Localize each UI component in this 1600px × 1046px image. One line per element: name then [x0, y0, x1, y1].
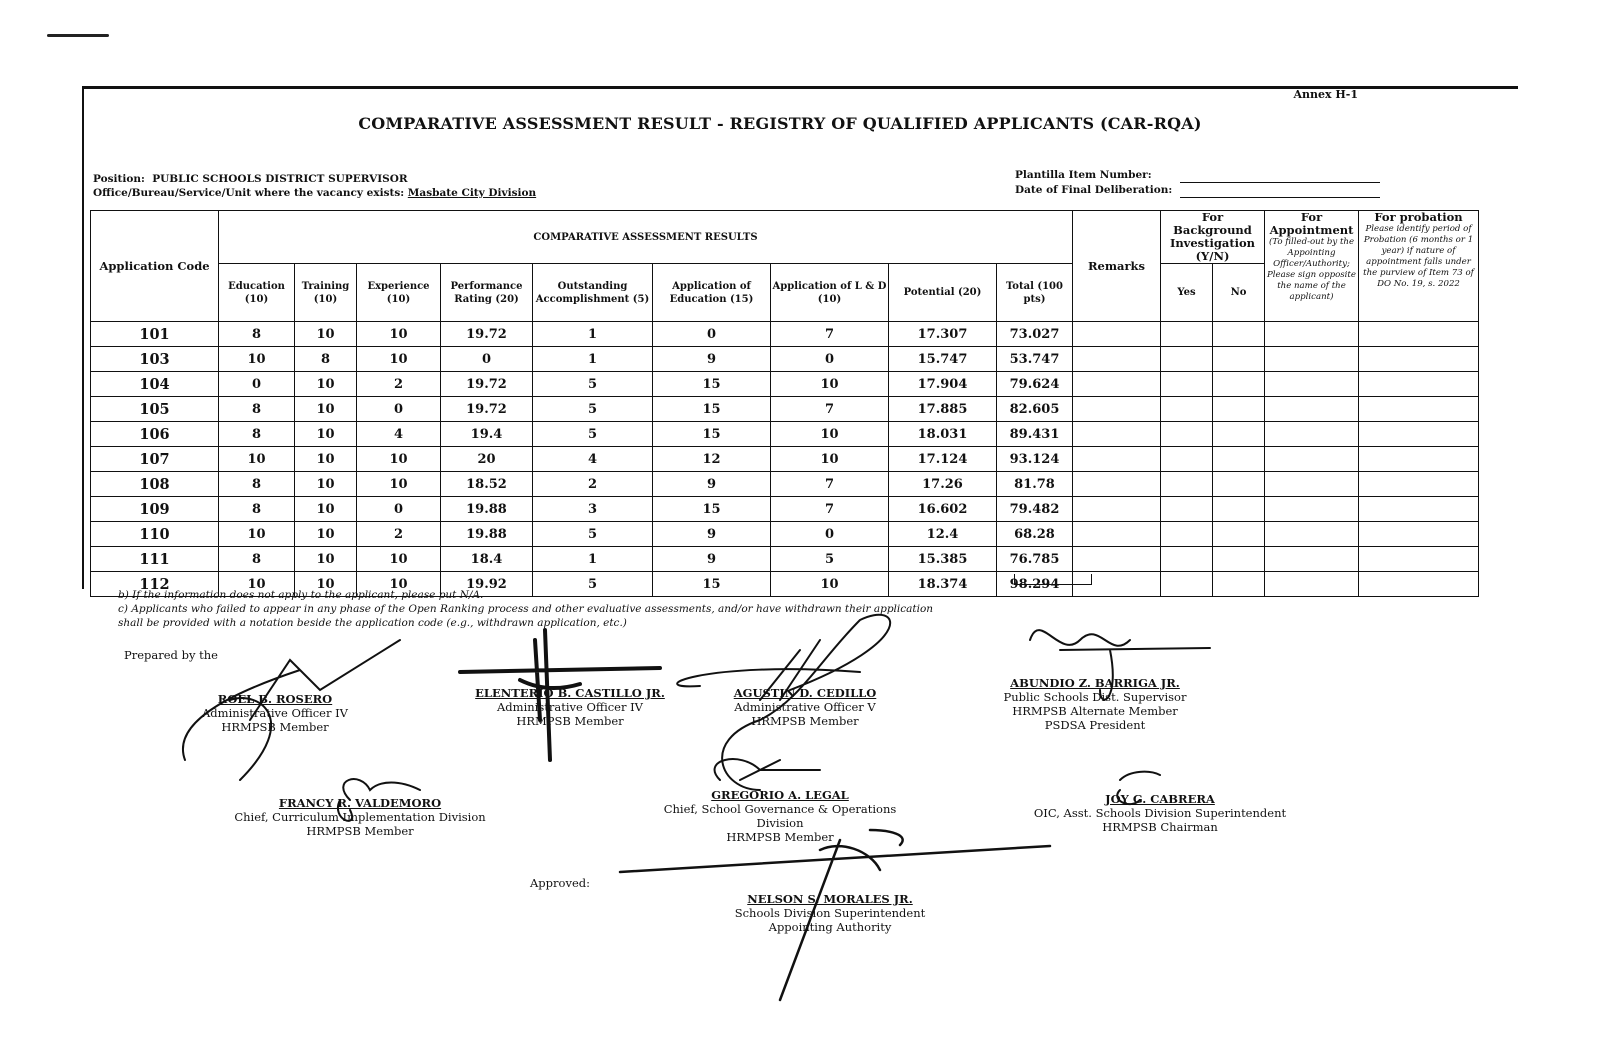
cell-education: 8: [219, 547, 295, 572]
cell-bi-no[interactable]: [1213, 397, 1265, 422]
table-row: [91, 322, 1479, 347]
signatory-name: FRANCY R. VALDEMORO: [278, 796, 442, 810]
signatory-name: AGUSTIN D. CEDILLO: [733, 686, 877, 700]
cell-probation[interactable]: [1359, 397, 1479, 422]
total-extra-cell: [1014, 574, 1092, 585]
signatory-name: ELENTERIO B. CASTILLO JR.: [475, 686, 665, 700]
cell-training: 10: [295, 322, 357, 347]
cell-education: 8: [219, 472, 295, 497]
cell-code: 103: [91, 347, 219, 372]
table-row: [91, 397, 1479, 422]
cell-bi-no[interactable]: [1213, 447, 1265, 472]
cell-bi-yes[interactable]: [1161, 397, 1213, 422]
scan-mark: [47, 34, 109, 37]
cell-total: 81.78: [997, 472, 1073, 497]
signatory-name: GREGORIO A. LEGAL: [711, 788, 849, 802]
probation-title: For probation: [1374, 210, 1463, 224]
prepared-by-label: Prepared by the: [124, 648, 218, 662]
header-car-group: COMPARATIVE ASSESSMENT RESULTS: [219, 211, 1073, 264]
cell-potential: 16.602: [889, 497, 997, 522]
cell-outstanding: 1: [533, 547, 653, 572]
cell-appointment[interactable]: [1265, 497, 1359, 522]
cell-app-ld: 7: [771, 497, 889, 522]
cell-experience: 0: [357, 497, 441, 522]
cell-probation[interactable]: [1359, 547, 1479, 572]
cell-education: 8: [219, 322, 295, 347]
cell-appointment[interactable]: [1265, 422, 1359, 447]
header-experience: Experience (10): [357, 264, 441, 322]
cell-probation[interactable]: [1359, 422, 1479, 447]
signatory-role: HRMPSB Member: [221, 720, 329, 734]
cell-code: 101: [91, 322, 219, 347]
cell-education: 10: [219, 347, 295, 372]
cell-experience: 10: [357, 572, 441, 597]
signatory-rosero: [175, 692, 375, 734]
signatory-role: Appointing Authority: [768, 920, 892, 934]
signatory-cedillo: [705, 686, 905, 728]
table-row: [91, 497, 1479, 522]
cell-bi-yes[interactable]: [1161, 322, 1213, 347]
cell-education: 8: [219, 497, 295, 522]
cell-total: 79.624: [997, 372, 1073, 397]
signatory-role: Division: [756, 816, 804, 830]
signatory-name: ABUNDIO Z. BARRIGA JR.: [1010, 676, 1180, 690]
note-c2: shall be provided with a notation beside the application code (e.g., withdrawn application, etc.): [118, 617, 627, 629]
cell-bi-no[interactable]: [1213, 572, 1265, 597]
cell-app-education: 9: [653, 347, 771, 372]
cell-probation[interactable]: [1359, 497, 1479, 522]
cell-potential: 15.385: [889, 547, 997, 572]
signatory-role: Chief, Curriculum Implementation Division: [234, 810, 486, 824]
plantilla-label: Plantilla Item Number:: [1015, 169, 1152, 181]
signatory-role: Public Schools Dist. Supervisor: [1003, 690, 1187, 704]
cell-bi-yes[interactable]: [1161, 522, 1213, 547]
cell-performance: 19.72: [441, 397, 533, 422]
cell-experience: 10: [357, 547, 441, 572]
cell-probation[interactable]: [1359, 347, 1479, 372]
header-remarks: Remarks: [1073, 211, 1161, 322]
cell-code: 107: [91, 447, 219, 472]
note-c1: c) Applicants who failed to appear in any phase of the Open Ranking process and other evaluative assessments, and/or have withdrawn their application: [118, 603, 934, 615]
cell-experience: 10: [357, 472, 441, 497]
cell-app-ld: 0: [771, 522, 889, 547]
cell-total: 73.027: [997, 322, 1073, 347]
signatory-role: Administrative Officer IV: [497, 700, 643, 714]
cell-potential: 17.904: [889, 372, 997, 397]
header-background-investigation: For Background Investigation (Y/N): [1161, 211, 1265, 264]
header-education: Education (10): [219, 264, 295, 322]
cell-appointment[interactable]: [1265, 447, 1359, 472]
cell-experience: 4: [357, 422, 441, 447]
signatory-role: Administrative Officer IV: [202, 706, 348, 720]
cell-experience: 2: [357, 372, 441, 397]
cell-remarks[interactable]: [1073, 547, 1161, 572]
deliberation-field[interactable]: [1180, 185, 1380, 198]
signatory-role: HRMPSB Chairman: [1102, 820, 1218, 834]
table-row: [91, 347, 1479, 372]
cell-app-ld: 10: [771, 372, 889, 397]
cell-training: 10: [295, 372, 357, 397]
cell-remarks[interactable]: [1073, 347, 1161, 372]
signatory-cabrera: [1010, 792, 1310, 834]
header-performance: Performance Rating (20): [441, 264, 533, 322]
cell-remarks[interactable]: [1073, 322, 1161, 347]
office-value: Masbate City Division: [407, 187, 537, 199]
cell-total: 79.482: [997, 497, 1073, 522]
cell-performance: 19.72: [441, 322, 533, 347]
cell-remarks[interactable]: [1073, 447, 1161, 472]
signatory-name: ROEL B. ROSERO: [217, 692, 333, 706]
header-application-code: Application Code: [91, 211, 219, 322]
probation-note: Please identify period of Probation (6 months or 1 year) if nature of appointment falls under the purview of Item 73 of DO No. 19, s. 2022: [1363, 224, 1474, 289]
cell-performance: 0: [441, 347, 533, 372]
cell-app-education: 15: [653, 397, 771, 422]
signatory-name: NELSON S. MORALES JR.: [747, 892, 913, 906]
signatory-castillo: [450, 686, 690, 728]
document-title: COMPARATIVE ASSESSMENT RESULT - REGISTRY OF QUALIFIED APPLICANTS (CAR-RQA): [358, 114, 1202, 133]
cell-performance: 18.4: [441, 547, 533, 572]
cell-training: 10: [295, 547, 357, 572]
cell-appointment[interactable]: [1265, 522, 1359, 547]
cell-outstanding: 5: [533, 372, 653, 397]
header-app-education: Application of Education (15): [653, 264, 771, 322]
cell-bi-no[interactable]: [1213, 372, 1265, 397]
cell-education: 8: [219, 397, 295, 422]
cell-code: 110: [91, 522, 219, 547]
cell-training: 10: [295, 522, 357, 547]
cell-app-education: 15: [653, 372, 771, 397]
cell-performance: 19.72: [441, 372, 533, 397]
cell-probation[interactable]: [1359, 572, 1479, 597]
cell-outstanding: 2: [533, 472, 653, 497]
cell-education: 8: [219, 422, 295, 447]
cell-remarks[interactable]: [1073, 397, 1161, 422]
cell-code: 105: [91, 397, 219, 422]
signatory-barriga: [980, 676, 1210, 732]
cell-code: 108: [91, 472, 219, 497]
cell-training: 10: [295, 397, 357, 422]
signatory-role: PSDSA President: [1044, 718, 1146, 732]
signatory-role: HRMPSB Member: [726, 830, 834, 844]
cell-total: 93.124: [997, 447, 1073, 472]
table-row: [91, 422, 1479, 447]
cell-potential: 12.4: [889, 522, 997, 547]
cell-education: 10: [219, 447, 295, 472]
cell-appointment[interactable]: [1265, 572, 1359, 597]
note-b: b) If the information does not apply to the applicant, please put N/A.: [118, 589, 484, 601]
position-label: Position:: [93, 173, 145, 185]
header-outstanding: Outstanding Accomplishment (5): [533, 264, 653, 322]
header-bi-no: No: [1213, 264, 1265, 322]
cell-outstanding: 4: [533, 447, 653, 472]
cell-outstanding: 1: [533, 322, 653, 347]
cell-bi-yes[interactable]: [1161, 497, 1213, 522]
cell-performance: 19.92: [441, 572, 533, 597]
cell-performance: 20: [441, 447, 533, 472]
signature-legal-icon: [715, 759, 820, 780]
signatory-role: HRMPSB Member: [306, 824, 414, 838]
cell-code: 104: [91, 372, 219, 397]
cell-code: 109: [91, 497, 219, 522]
cell-bi-yes[interactable]: [1161, 372, 1213, 397]
cell-app-education: 9: [653, 472, 771, 497]
cell-appointment[interactable]: [1265, 322, 1359, 347]
plantilla-field[interactable]: [1180, 170, 1380, 183]
cell-performance: 19.88: [441, 522, 533, 547]
signatory-role: HRMPSB Alternate Member: [1012, 704, 1178, 718]
cell-app-ld: 10: [771, 422, 889, 447]
cell-potential: 17.124: [889, 447, 997, 472]
cell-appointment[interactable]: [1265, 547, 1359, 572]
cell-training: 10: [295, 447, 357, 472]
cell-app-ld: 0: [771, 347, 889, 372]
cell-outstanding: 5: [533, 397, 653, 422]
cell-app-ld: 7: [771, 397, 889, 422]
cell-performance: 19.88: [441, 497, 533, 522]
cell-app-education: 9: [653, 522, 771, 547]
cell-outstanding: 3: [533, 497, 653, 522]
appointment-title: For Appointment: [1269, 210, 1354, 237]
cell-appointment[interactable]: [1265, 347, 1359, 372]
cell-app-ld: 10: [771, 572, 889, 597]
cell-probation[interactable]: [1359, 322, 1479, 347]
cell-app-ld: 7: [771, 472, 889, 497]
cell-appointment[interactable]: [1265, 472, 1359, 497]
cell-outstanding: 5: [533, 522, 653, 547]
deliberation-label: Date of Final Deliberation:: [1015, 184, 1173, 196]
signatory-legal: [650, 788, 910, 844]
cell-code: 111: [91, 547, 219, 572]
cell-probation[interactable]: [1359, 472, 1479, 497]
cell-bi-yes[interactable]: [1161, 472, 1213, 497]
cell-total: 68.28: [997, 522, 1073, 547]
cell-bi-no[interactable]: [1213, 347, 1265, 372]
cell-code: 112: [91, 572, 219, 597]
cell-total: 89.431: [997, 422, 1073, 447]
cell-app-ld: 7: [771, 322, 889, 347]
appointment-note: (To filled-out by the Appointing Officer/Authority; Please sign opposite the name of the applicant): [1267, 237, 1356, 302]
cell-app-ld: 5: [771, 547, 889, 572]
cell-potential: 18.374: [889, 572, 997, 597]
cell-education: 0: [219, 372, 295, 397]
cell-potential: 17.26: [889, 472, 997, 497]
cell-training: 10: [295, 422, 357, 447]
cell-potential: 18.031: [889, 422, 997, 447]
cell-experience: 2: [357, 522, 441, 547]
cell-remarks[interactable]: [1073, 422, 1161, 447]
header-potential: Potential (20): [889, 264, 997, 322]
cell-remarks[interactable]: [1073, 497, 1161, 522]
cell-training: 10: [295, 472, 357, 497]
cell-bi-no[interactable]: [1213, 422, 1265, 447]
cell-potential: 15.747: [889, 347, 997, 372]
cell-experience: 10: [357, 447, 441, 472]
position-value: PUBLIC SCHOOLS DISTRICT SUPERVISOR: [152, 173, 408, 185]
annex-label: Annex H-1: [1293, 88, 1358, 101]
car-rqa-table: [90, 210, 1479, 597]
cell-remarks[interactable]: [1073, 372, 1161, 397]
header-appointment: [1265, 211, 1359, 322]
cell-probation[interactable]: [1359, 372, 1479, 397]
header-bi-yes: Yes: [1161, 264, 1213, 322]
cell-bi-no[interactable]: [1213, 472, 1265, 497]
cell-app-education: 9: [653, 547, 771, 572]
cell-outstanding: 5: [533, 572, 653, 597]
cell-app-ld: 10: [771, 447, 889, 472]
signatory-role: Administrative Officer V: [734, 700, 876, 714]
signatory-role: HRMPSB Member: [516, 714, 624, 728]
table-row: [91, 547, 1479, 572]
header-probation: [1359, 211, 1479, 322]
cell-code: 106: [91, 422, 219, 447]
footnotes: [118, 588, 933, 630]
header-total: Total (100 pts): [997, 264, 1073, 322]
cell-app-education: 15: [653, 572, 771, 597]
cell-probation[interactable]: [1359, 522, 1479, 547]
cell-bi-yes[interactable]: [1161, 422, 1213, 447]
position-info: [93, 172, 536, 200]
cell-remarks[interactable]: [1073, 472, 1161, 497]
signatory-role: Schools Division Superintendent: [734, 906, 926, 920]
signatory-name: JOY G. CABRERA: [1105, 792, 1215, 806]
signatory-role: OIC, Asst. Schools Division Superintendent: [1033, 806, 1287, 820]
plantilla-info: [1015, 168, 1380, 198]
signatory-valdemoro: [210, 796, 510, 838]
cell-app-education: 15: [653, 497, 771, 522]
cell-potential: 17.307: [889, 322, 997, 347]
cell-app-education: 0: [653, 322, 771, 347]
table-row: [91, 522, 1479, 547]
cell-performance: 19.4: [441, 422, 533, 447]
cell-total: 82.605: [997, 397, 1073, 422]
table-row: [91, 447, 1479, 472]
cell-training: 10: [295, 497, 357, 522]
cell-training: 8: [295, 347, 357, 372]
cell-experience: 10: [357, 322, 441, 347]
cell-performance: 18.52: [441, 472, 533, 497]
header-training: Training (10): [295, 264, 357, 322]
cell-bi-yes[interactable]: [1161, 547, 1213, 572]
header-app-ld: Application of L & D (10): [771, 264, 889, 322]
cell-bi-no[interactable]: [1213, 497, 1265, 522]
signatory-morales: [715, 892, 945, 934]
approved-label: Approved:: [530, 876, 590, 890]
cell-education: 10: [219, 522, 295, 547]
cell-bi-yes[interactable]: [1161, 572, 1213, 597]
signatory-role: Chief, School Governance & Operations: [663, 802, 897, 816]
cell-bi-no[interactable]: [1213, 522, 1265, 547]
cell-bi-yes[interactable]: [1161, 347, 1213, 372]
cell-app-education: 12: [653, 447, 771, 472]
cell-total: 76.785: [997, 547, 1073, 572]
cell-outstanding: 5: [533, 422, 653, 447]
signatory-role: HRMPSB Member: [751, 714, 859, 728]
cell-bi-no[interactable]: [1213, 322, 1265, 347]
cell-probation[interactable]: [1359, 447, 1479, 472]
cell-bi-yes[interactable]: [1161, 447, 1213, 472]
table-row: [91, 372, 1479, 397]
office-label: Office/Bureau/Service/Unit where the vacancy exists:: [93, 187, 405, 199]
cell-education: 10: [219, 572, 295, 597]
cell-remarks[interactable]: [1073, 522, 1161, 547]
cell-total: 53.747: [997, 347, 1073, 372]
cell-training: 10: [295, 572, 357, 597]
cell-bi-no[interactable]: [1213, 547, 1265, 572]
cell-appointment[interactable]: [1265, 372, 1359, 397]
table-row: [91, 472, 1479, 497]
cell-outstanding: 1: [533, 347, 653, 372]
cell-experience: 10: [357, 347, 441, 372]
cell-potential: 17.885: [889, 397, 997, 422]
cell-experience: 0: [357, 397, 441, 422]
cell-appointment[interactable]: [1265, 397, 1359, 422]
cell-app-education: 15: [653, 422, 771, 447]
cell-total: 98.294: [997, 572, 1073, 597]
